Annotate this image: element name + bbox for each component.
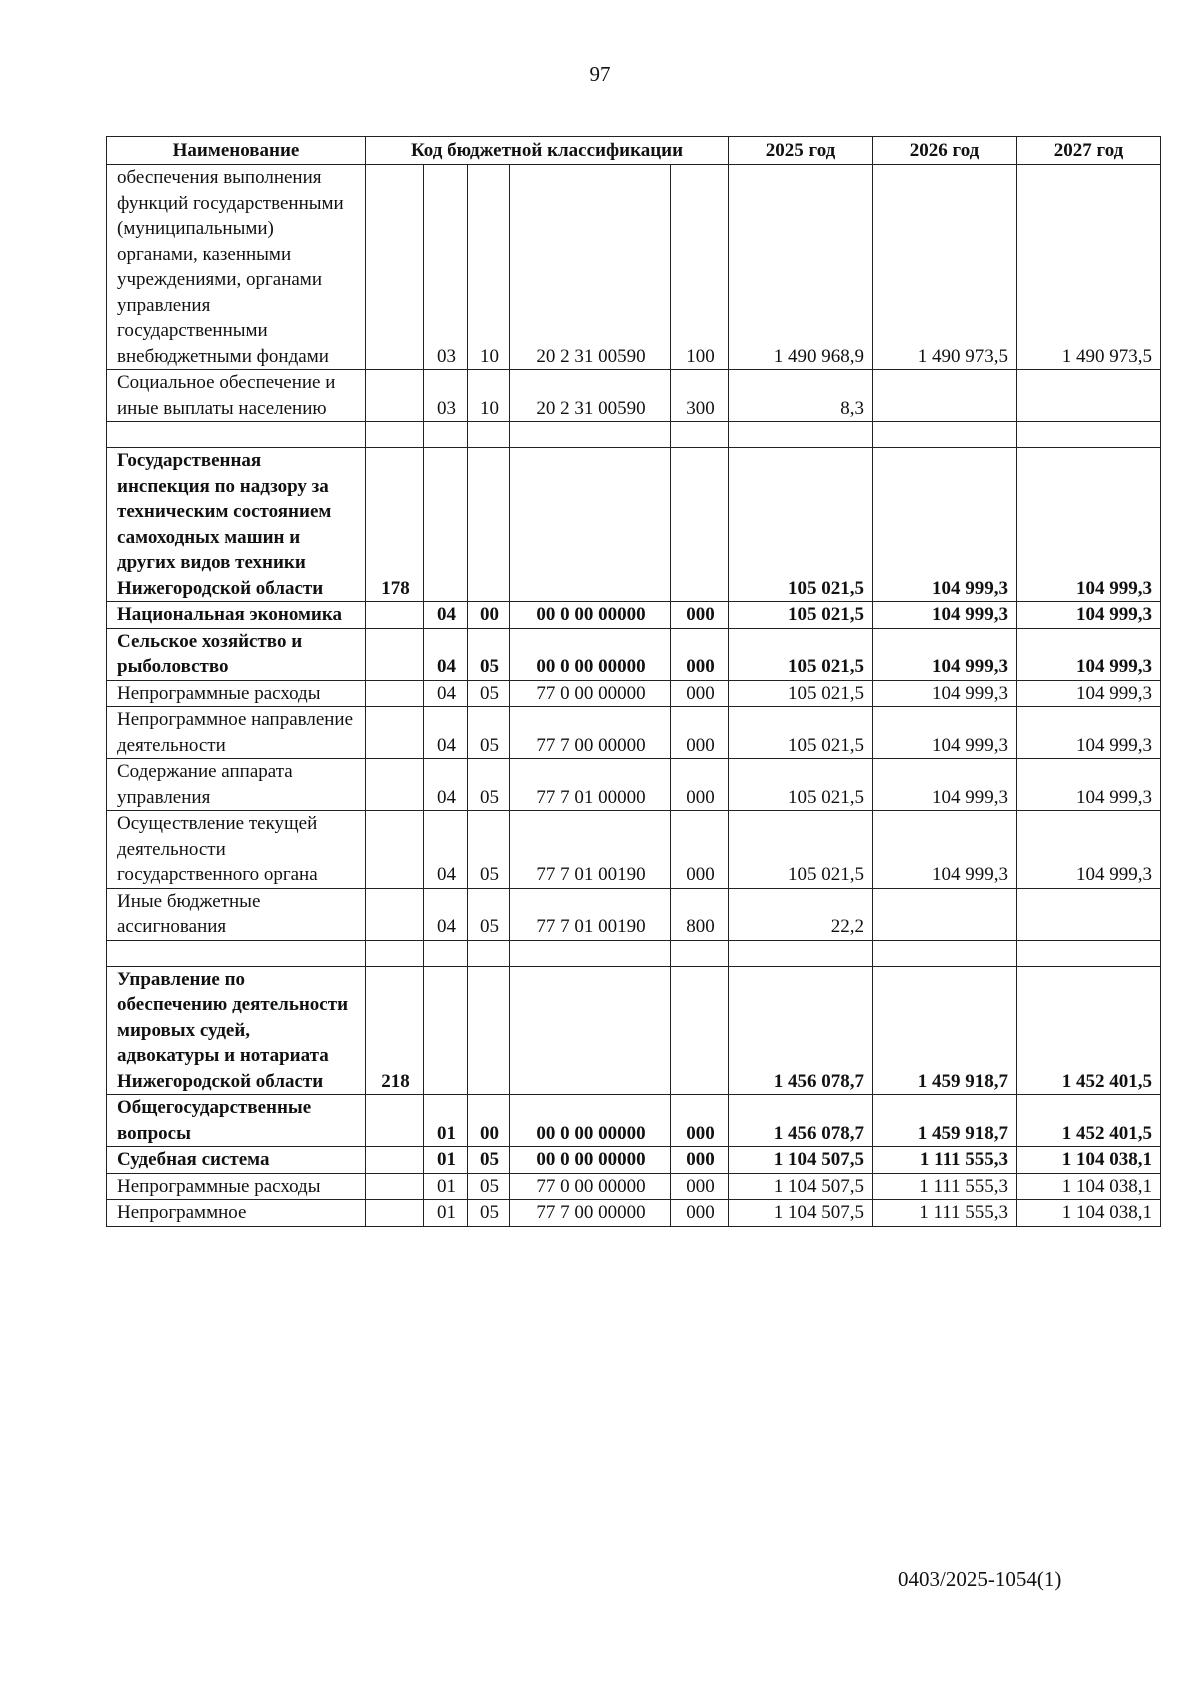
cell-rz-code: 04 [424,680,468,707]
cell-vr-code: 000 [671,759,729,811]
cell-2025 [729,940,873,966]
table-row [107,966,1161,1095]
document-id: 0403/2025-1054(1) [898,1567,1062,1591]
cell-2025: 105 021,5 [729,628,873,680]
cell-pr-code: 10 [468,370,510,422]
cell-rz-code [424,448,468,602]
cell-gr-code [366,602,424,629]
cell-name: Судебная система [107,1147,366,1174]
cell-gr-code [366,940,424,966]
cell-2026 [873,370,1017,422]
cell-name: Общегосударственные вопросы [107,1095,366,1147]
cell-csr-code: 00 0 00 00000 [510,1147,671,1174]
cell-2027: 104 999,3 [1017,628,1161,680]
cell-name: Непрограммное [107,1200,366,1227]
cell-2027: 104 999,3 [1017,811,1161,889]
cell-2027 [1017,888,1161,940]
cell-rz-code: 01 [424,1095,468,1147]
cell-rz-code [424,966,468,1095]
cell-gr-code [366,680,424,707]
cell-rz-code: 03 [424,165,468,370]
table-header-row [107,137,1161,165]
cell-csr-code [510,448,671,602]
cell-gr-code [366,888,424,940]
cell-vr-code: 100 [671,165,729,370]
cell-pr-code [468,966,510,1095]
cell-2026 [873,888,1017,940]
table-row [107,811,1161,889]
cell-pr-code: 00 [468,602,510,629]
cell-2025: 22,2 [729,888,873,940]
cell-2027: 104 999,3 [1017,602,1161,629]
cell-gr-code [366,1095,424,1147]
table-row [107,680,1161,707]
table-row [107,422,1161,448]
cell-vr-code: 000 [671,707,729,759]
table-row [107,1173,1161,1200]
header-2027: 2027 год [1017,137,1161,165]
table-row [107,759,1161,811]
cell-2027 [1017,370,1161,422]
cell-2026 [873,422,1017,448]
cell-rz-code: 03 [424,370,468,422]
cell-pr-code: 05 [468,628,510,680]
cell-pr-code: 05 [468,680,510,707]
table-row [107,448,1161,602]
cell-2027: 1 452 401,5 [1017,966,1161,1095]
cell-pr-code: 10 [468,165,510,370]
cell-2026: 104 999,3 [873,628,1017,680]
cell-2025: 105 021,5 [729,811,873,889]
cell-gr-code: 178 [366,448,424,602]
cell-rz-code [424,940,468,966]
cell-vr-code: 000 [671,811,729,889]
table-body [107,165,1161,1227]
cell-csr-code: 00 0 00 00000 [510,1095,671,1147]
cell-2025 [729,422,873,448]
cell-2026: 104 999,3 [873,602,1017,629]
cell-rz-code: 04 [424,628,468,680]
cell-2026: 104 999,3 [873,680,1017,707]
cell-pr-code: 05 [468,888,510,940]
cell-vr-code: 000 [671,680,729,707]
cell-2025: 8,3 [729,370,873,422]
cell-2027: 104 999,3 [1017,759,1161,811]
cell-pr-code: 05 [468,759,510,811]
cell-rz-code: 01 [424,1147,468,1174]
cell-vr-code [671,940,729,966]
cell-vr-code: 000 [671,1095,729,1147]
cell-2025: 105 021,5 [729,707,873,759]
cell-csr-code: 77 7 01 00000 [510,759,671,811]
cell-2026: 1 111 555,3 [873,1147,1017,1174]
table-row [107,888,1161,940]
cell-2026: 104 999,3 [873,759,1017,811]
cell-2026: 1 111 555,3 [873,1173,1017,1200]
cell-name: Непрограммные расходы [107,1173,366,1200]
cell-2027: 104 999,3 [1017,680,1161,707]
cell-csr-code: 00 0 00 00000 [510,628,671,680]
cell-2026 [873,940,1017,966]
cell-vr-code: 000 [671,1147,729,1174]
cell-2026: 104 999,3 [873,448,1017,602]
cell-rz-code: 01 [424,1173,468,1200]
cell-2025: 1 104 507,5 [729,1147,873,1174]
cell-pr-code [468,448,510,602]
cell-name: Сельское хозяйство и рыболовство [107,628,366,680]
table-row [107,1095,1161,1147]
cell-2025: 1 456 078,7 [729,1095,873,1147]
cell-csr-code: 00 0 00 00000 [510,602,671,629]
cell-name: Осуществление текущей деятельности государственного органа [107,811,366,889]
cell-rz-code: 04 [424,811,468,889]
cell-pr-code: 05 [468,1200,510,1227]
cell-rz-code [424,422,468,448]
cell-pr-code: 05 [468,707,510,759]
cell-2026: 1 459 918,7 [873,1095,1017,1147]
cell-pr-code: 05 [468,1147,510,1174]
table-row [107,940,1161,966]
cell-pr-code [468,422,510,448]
header-2025: 2025 год [729,137,873,165]
cell-gr-code [366,1147,424,1174]
cell-vr-code [671,422,729,448]
cell-vr-code: 000 [671,1200,729,1227]
header-name: Наименование [107,137,366,165]
page-number: 97 [589,62,611,86]
cell-2027: 104 999,3 [1017,707,1161,759]
cell-csr-code: 77 7 01 00190 [510,811,671,889]
cell-csr-code [510,940,671,966]
cell-pr-code: 05 [468,811,510,889]
cell-2027: 1 452 401,5 [1017,1095,1161,1147]
cell-vr-code [671,966,729,1095]
cell-vr-code [671,448,729,602]
cell-2025: 1 104 507,5 [729,1200,873,1227]
cell-csr-code: 77 0 00 00000 [510,680,671,707]
cell-gr-code [366,1200,424,1227]
table-row [107,602,1161,629]
cell-gr-code: 218 [366,966,424,1095]
cell-csr-code [510,966,671,1095]
cell-name: Содержание аппарата управления [107,759,366,811]
table-row [107,370,1161,422]
cell-gr-code [366,422,424,448]
header-2026: 2026 год [873,137,1017,165]
cell-2026: 1 490 973,5 [873,165,1017,370]
cell-2027: 1 104 038,1 [1017,1200,1161,1227]
cell-csr-code: 77 7 00 00000 [510,1200,671,1227]
cell-vr-code: 800 [671,888,729,940]
cell-csr-code: 77 7 01 00190 [510,888,671,940]
cell-name: Социальное обеспечение и иные выплаты населению [107,370,366,422]
cell-gr-code [366,1173,424,1200]
cell-gr-code [366,707,424,759]
cell-2025: 1 104 507,5 [729,1173,873,1200]
cell-2025: 105 021,5 [729,602,873,629]
cell-pr-code [468,940,510,966]
budget-table [106,136,1161,1227]
cell-name: Государственная инспекция по надзору за техническим состоянием самоходных машин и других видов техники Нижегородской области [107,448,366,602]
cell-vr-code: 300 [671,370,729,422]
cell-2027: 104 999,3 [1017,448,1161,602]
cell-name [107,940,366,966]
cell-csr-code: 20 2 31 00590 [510,370,671,422]
cell-2027 [1017,422,1161,448]
cell-name: Иные бюджетные ассигнования [107,888,366,940]
cell-2026: 1 459 918,7 [873,966,1017,1095]
cell-gr-code [366,811,424,889]
cell-2026: 1 111 555,3 [873,1200,1017,1227]
table-row [107,165,1161,370]
cell-name: Национальная экономика [107,602,366,629]
cell-csr-code: 77 0 00 00000 [510,1173,671,1200]
table-row [107,1147,1161,1174]
cell-rz-code: 04 [424,759,468,811]
cell-rz-code: 04 [424,707,468,759]
cell-2025: 1 490 968,9 [729,165,873,370]
cell-vr-code: 000 [671,628,729,680]
cell-2025: 105 021,5 [729,680,873,707]
cell-2027: 1 104 038,1 [1017,1173,1161,1200]
cell-2025: 105 021,5 [729,448,873,602]
table-row [107,707,1161,759]
header-code: Код бюджетной классификации [366,137,729,165]
cell-name: обеспечения выполнения функций государственными (муниципальными) органами, казенными учреждениями, органами управления государственными внебюджетными фондами [107,165,366,370]
cell-rz-code: 04 [424,888,468,940]
cell-name: Управление по обеспечению деятельности мировых судей, адвокатуры и нотариата Нижегородской области [107,966,366,1095]
cell-gr-code [366,165,424,370]
cell-gr-code [366,759,424,811]
cell-2026: 104 999,3 [873,811,1017,889]
cell-csr-code: 20 2 31 00590 [510,165,671,370]
cell-2027 [1017,940,1161,966]
cell-rz-code: 04 [424,602,468,629]
cell-2027: 1 104 038,1 [1017,1147,1161,1174]
cell-csr-code: 77 7 00 00000 [510,707,671,759]
cell-gr-code [366,628,424,680]
cell-rz-code: 01 [424,1200,468,1227]
cell-vr-code: 000 [671,1173,729,1200]
cell-2027: 1 490 973,5 [1017,165,1161,370]
cell-name [107,422,366,448]
cell-2025: 105 021,5 [729,759,873,811]
cell-2025: 1 456 078,7 [729,966,873,1095]
cell-name: Непрограммные расходы [107,680,366,707]
table-row [107,628,1161,680]
cell-name: Непрограммное направление деятельности [107,707,366,759]
cell-2026: 104 999,3 [873,707,1017,759]
cell-gr-code [366,370,424,422]
cell-vr-code: 000 [671,602,729,629]
cell-csr-code [510,422,671,448]
cell-pr-code: 00 [468,1095,510,1147]
table-row [107,1200,1161,1227]
cell-pr-code: 05 [468,1173,510,1200]
